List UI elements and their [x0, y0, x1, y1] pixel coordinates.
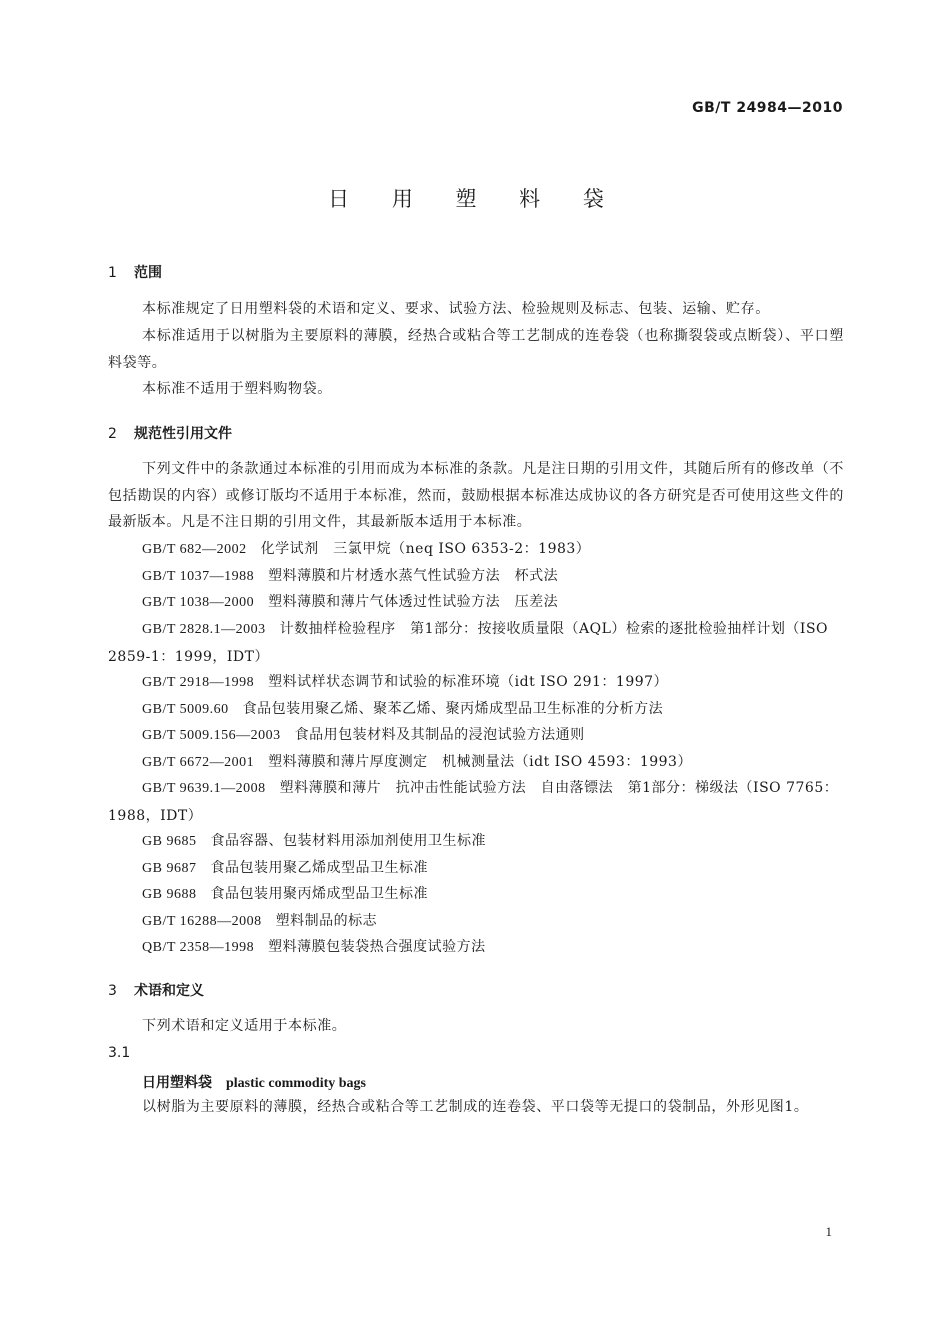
section-number: 1 [108, 265, 117, 281]
reference-code: GB/T 6672—2001 [142, 755, 255, 770]
reference-code: GB/T 682—2002 [142, 542, 247, 557]
term-definition: 以树脂为主要原料的薄膜，经热合或粘合等工艺制成的连卷袋、平口袋等无提口的袋制品，外形见图1。 [142, 1099, 809, 1115]
reference-title: 化学试剂 三氯甲烷（neq ISO 6353-2：1983） [260, 541, 591, 557]
reference-title: 食品包装用聚乙烯、聚苯乙烯、聚丙烯成型品卫生标准的分析方法 [242, 701, 664, 717]
reference-code: GB/T 1038—2000 [142, 595, 255, 610]
term-number: 3.1 [108, 1045, 131, 1061]
reference-title: 食品容器、包装材料用添加剂使用卫生标准 [210, 833, 486, 849]
reference-title: 塑料薄膜包装袋热合强度试验方法 [268, 939, 486, 955]
page-number: 1 [825, 1224, 832, 1239]
section-title: 范围 [134, 265, 162, 281]
reference-item [108, 669, 844, 697]
paragraph: 本标准规定了日用塑料袋的术语和定义、要求、试验方法、检验规则及标志、包装、运输、贮存。 [142, 301, 770, 317]
reference-title: 塑料试样状态调节和试验的标准环境（idt ISO 291：1997） [268, 674, 669, 690]
reference-title: 塑料薄膜和片材透水蒸气性试验方法 杯式法 [268, 568, 559, 584]
paragraph: 本标准不适用于塑料购物袋。 [142, 381, 332, 397]
reference-code: GB/T 1037—1988 [142, 569, 255, 584]
section-2-heading [108, 423, 232, 443]
reference-item [108, 536, 844, 564]
reference-code: GB/T 5009.60 [142, 702, 229, 717]
term-heading [142, 1072, 366, 1092]
reference-title: 计数抽样检验程序 第1部分：按接收质量限（AQL）检索的逐批检验抽样计划（ISO 2859-1：1999，IDT） [108, 621, 829, 665]
reference-item [108, 696, 844, 724]
reference-item [108, 563, 844, 591]
document-title: 日 用 塑 料 袋 [328, 187, 622, 211]
term-chinese: 日用塑料袋 [142, 1075, 212, 1091]
reference-code: GB/T 16288—2008 [142, 914, 262, 929]
reference-code: GB/T 2828.1—2003 [142, 622, 266, 637]
reference-title: 塑料薄膜和薄片气体透过性试验方法 压差法 [268, 594, 559, 610]
reference-item [108, 855, 844, 883]
reference-code: GB 9687 [142, 861, 197, 876]
reference-item [108, 749, 844, 777]
reference-code: GB/T 2918—1998 [142, 675, 255, 690]
section-number: 3 [108, 983, 117, 999]
reference-title: 塑料制品的标志 [275, 913, 378, 929]
reference-code: GB 9688 [142, 887, 197, 902]
section-title: 术语和定义 [134, 983, 204, 999]
paragraph: 下列文件中的条款通过本标准的引用而成为本标准的条款。凡是注日期的引用文件，其随后所有的修改单（不包括勘误的内容）或修订版均不适用于本标准，然而，鼓励根据本标准达成协议的各方研究是否可使用这些文件的最新版本。凡是不注日期的引用文件，其最新版本适用于本标准。 [108, 461, 844, 530]
reference-item [108, 908, 844, 936]
paragraph: 下列术语和定义适用于本标准。 [142, 1018, 347, 1034]
term-english: plastic commodity bags [226, 1076, 366, 1091]
reference-title: 塑料薄膜和薄片 抗冲击性能试验方法 自由落镖法 第1部分：梯级法（ISO 7765：1988，IDT） [108, 780, 839, 824]
reference-item [108, 616, 844, 670]
section-title: 规范性引用文件 [134, 426, 232, 442]
reference-code: QB/T 2358—1998 [142, 940, 255, 955]
reference-title: 食品用包装材料及其制品的浸泡试验方法通则 [294, 727, 585, 743]
reference-title: 塑料薄膜和薄片厚度测定 机械测量法（idt ISO 4593：1993） [268, 754, 692, 770]
section-3-heading [108, 980, 204, 1000]
paragraph: 本标准适用于以树脂为主要原料的薄膜，经热合或粘合等工艺制成的连卷袋（也称撕裂袋或点断袋）、平口塑料袋等。 [108, 328, 844, 371]
reference-title: 食品包装用聚丙烯成型品卫生标准 [210, 886, 428, 902]
reference-item [108, 589, 844, 617]
reference-code: GB 9685 [142, 834, 197, 849]
standard-id: GB/T 24984—2010 [692, 100, 843, 116]
reference-title: 食品包装用聚乙烯成型品卫生标准 [210, 860, 428, 876]
section-number: 2 [108, 426, 117, 442]
section-1-heading [108, 262, 162, 282]
reference-code: GB/T 5009.156—2003 [142, 728, 281, 743]
reference-item [108, 828, 844, 856]
reference-code: GB/T 9639.1—2008 [142, 781, 266, 796]
reference-item [108, 934, 844, 962]
reference-item [108, 881, 844, 909]
reference-item [108, 775, 844, 829]
reference-item [108, 722, 844, 750]
